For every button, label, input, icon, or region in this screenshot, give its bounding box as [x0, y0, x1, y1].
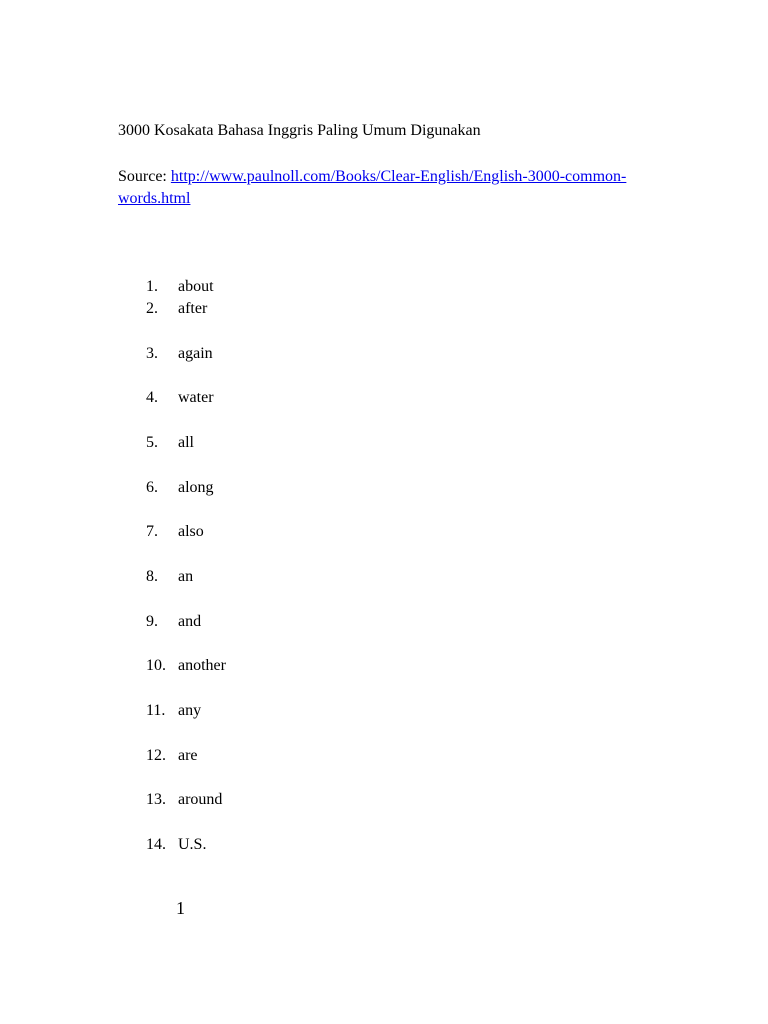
list-item-word: an — [178, 568, 194, 585]
list-item-word: any — [178, 702, 202, 719]
list-item-word: water — [178, 389, 214, 406]
list-item-number: 14. — [146, 836, 166, 853]
list-item-word: again — [178, 345, 213, 362]
list-item-word: after — [178, 300, 208, 317]
list-item-number: 9. — [146, 613, 158, 630]
source-line — [118, 166, 648, 210]
list-item-number: 8. — [146, 568, 158, 585]
list-item-number: 2. — [146, 300, 158, 317]
list-item-word: U.S. — [178, 836, 207, 853]
list-item-number: 4. — [146, 389, 158, 406]
list-item-number: 13. — [146, 791, 166, 808]
list-item-word: and — [178, 613, 202, 630]
list-item-word: are — [178, 747, 198, 764]
source-link[interactable]: http://www.paulnoll.com/Books/Clear-English/English-3000-common-words.html — [118, 168, 627, 207]
list-item-word: all — [178, 434, 194, 451]
list-item-number: 10. — [146, 657, 166, 674]
page-number: 1 — [176, 898, 185, 918]
document-title: 3000 Kosakata Bahasa Inggris Paling Umum Digunakan — [118, 122, 481, 139]
list-item-number: 7. — [146, 523, 158, 540]
list-item-word: along — [178, 479, 214, 496]
list-item-word: another — [178, 657, 226, 674]
list-item-number: 11. — [146, 702, 166, 719]
list-item-word: around — [178, 791, 223, 808]
list-item-word: also — [178, 523, 204, 540]
list-item-number: 6. — [146, 479, 158, 496]
list-item-number: 3. — [146, 345, 158, 362]
list-item-number: 1. — [146, 278, 158, 295]
list-item-number: 5. — [146, 434, 158, 451]
source-label: Source: — [118, 168, 171, 185]
list-item-number: 12. — [146, 747, 166, 764]
list-item-word: about — [178, 278, 214, 295]
